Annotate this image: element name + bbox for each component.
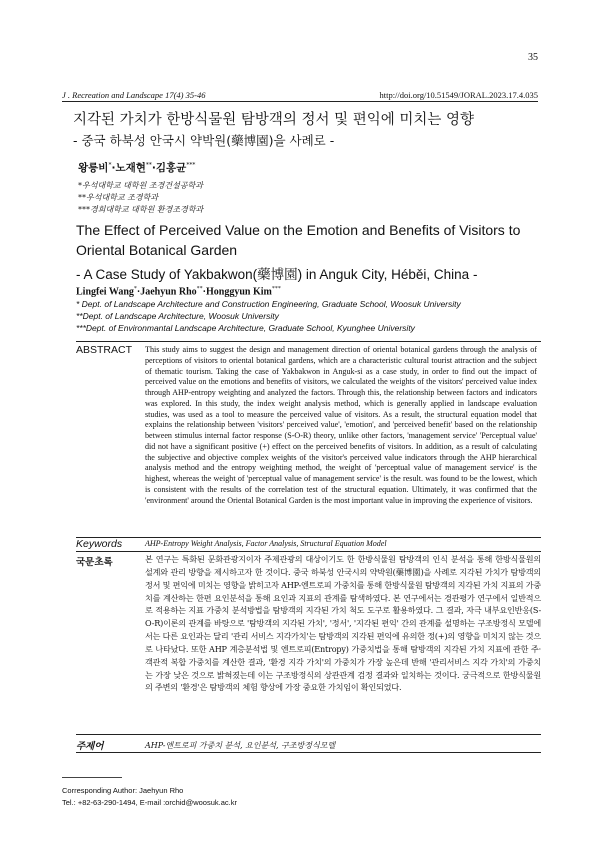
author-name: Honggyun Kim bbox=[205, 286, 272, 298]
keywords-label: Keywords bbox=[76, 538, 123, 550]
corresponding-author: Corresponding Author: Jaehyun Rho bbox=[62, 786, 184, 795]
korean-authors bbox=[78, 160, 195, 175]
author-mark: *** bbox=[186, 161, 196, 169]
korean-title: 지각된 가치가 한방식물원 탐방객의 정서 및 편익에 미치는 영향 bbox=[73, 112, 475, 128]
korean-keywords-text: AHP-엔트로피 가중치 분석, 요인분석, 구조방정식모델 bbox=[145, 741, 336, 750]
contact-info: Tel.: +82-63-290-1494, E-mail :orchid@woosuk.ac.kr bbox=[62, 798, 237, 807]
english-affiliation: ***Dept. of Environmantal Landscape Architecture, Graduate School, Kyunghee University bbox=[76, 323, 415, 333]
english-affiliation: **Dept. of Landscape Architecture, Woosuk University bbox=[76, 311, 279, 321]
abstract-label: ABSTRACT bbox=[76, 344, 133, 356]
english-affiliation: * Dept. of Landscape Architecture and Construction Engineering, Graduate School, Woosuk University bbox=[76, 299, 461, 309]
author-name: 왕릉비 bbox=[78, 162, 109, 174]
keywords-divider bbox=[76, 537, 541, 538]
author-separator: · bbox=[111, 162, 116, 174]
author-name: Jaehyun Rho bbox=[140, 286, 197, 298]
author-separator: · bbox=[136, 286, 141, 298]
author-mark: ** bbox=[145, 161, 152, 169]
korean-keywords-divider-bottom bbox=[76, 752, 541, 753]
header-divider bbox=[62, 101, 538, 102]
author-separator: · bbox=[202, 286, 206, 298]
korean-abstract-label: 국문초록 bbox=[76, 557, 113, 568]
korean-subtitle: - 중국 하북성 안국시 약박원(藥博園)을 사례로 - bbox=[73, 133, 335, 148]
author-mark: ** bbox=[196, 286, 203, 292]
author-name: 김홍균 bbox=[155, 162, 187, 174]
page-number: 35 bbox=[528, 52, 538, 63]
author-name: Lingfei Wang bbox=[76, 286, 134, 298]
doi-link[interactable]: http://doi.org/10.51549/JORAL.2023.17.4.035 bbox=[379, 90, 538, 100]
footnote-divider bbox=[62, 777, 122, 778]
journal-citation: J . Recreation and Landscape 17(4) 35-46 bbox=[62, 90, 206, 100]
author-mark: * bbox=[108, 161, 112, 169]
english-subtitle: - A Case Study of Yakbakwon(藥博園) in Anguk City, Héběi, China - bbox=[76, 267, 478, 282]
author-mark: *** bbox=[271, 286, 281, 292]
korean-affiliation: ***경희대학교 대학원 환경조경학과 bbox=[78, 205, 204, 214]
keywords-text: AHP-Entropy Weight Analysis, Factor Analysis, Structural Equation Model bbox=[145, 539, 387, 548]
abstract-divider bbox=[76, 341, 541, 342]
korean-keywords-divider bbox=[76, 734, 541, 735]
korean-affiliation: *우석대학교 대학원 조경건설공학과 bbox=[78, 181, 204, 190]
english-title: The Effect of Perceived Value on the Emotion and Benefits of Visitors to Oriental Botanical Garden bbox=[76, 222, 521, 258]
author-mark: * bbox=[133, 286, 137, 292]
korean-affiliation: **우석대학교 조경학과 bbox=[78, 193, 159, 202]
abstract-text: This study aims to suggest the design and management direction of oriental botanical gardens through the analysis of perceptions of visitors to oriental botanical gardens, which are a characteristic cultural tourist attraction and the subject of thematic tourism. Taking the case of Yakbakwon in Anguk-si as a case study, in order to find out the impact of perceived value on the emotions and benefits of visitors, we calculated the weights of the visitors' perceived value index through AHP-entropy weighting and analyzed the factors. Through this, the relationship between factors and indicators was explored. In this study, the index weight analysis method, which is generally applied in landscape evaluation studies, was used as a tool to measure the perceived value of visitors. As a result, the structural equation model that explains the relationship between 'visitors' perceived value', 'emotion', and 'perceived benefit' based on the relationship between stimulus internal factor response (S-O-R) theory, unlike other factors, 'management service' 'Perceptual value' did not have a significant positive (+) effect on the perceived benefits of visitors. In addition, as a result of calculating the subjective and objective complex weights of the visitor's perceived value indicators through the AHP hierarchical analysis method and the entropy weighting method, the weight of 'perceptual value of management service' is the highest, whereas the weight of 'perceptual value of management service' is the result. was found to be the lowest, which is consistent with the results of the correlation test of the structural equation. Ultimately, it was confirmed that the 'environment' around the Oriental Botanical Garden is the most important value in improving the experience of visitors. bbox=[145, 345, 537, 505]
english-authors bbox=[76, 286, 281, 297]
korean-keywords-label: 주제어 bbox=[76, 741, 104, 752]
author-separator: · bbox=[151, 162, 156, 174]
korean-abstract-text: 본 연구는 특화된 문화관광지이자 주제관광의 대상이기도 한 한방식물원 탐방객의 인식 분석을 통해 한방식물원의 설계와 관리 방향을 제시하고자 한 것이다. 중국 하북성 안국시의 약박원(藥博園)을 사례로 지각된 가치가 탐방객의 정서 및 편익에 미치는 영향을 밝히고자 AHP-엔트로피 가중치를 통해 한방식물원 탐방객의 지각된 가치 지표의 가중치를 계산하는 한편 요인분석을 통해 요인과 지표의 관계를 탐색하였다. 본 연구에서는 경관평가 연구에서 일반적으로 적용하는 지표 가중치 분석방법을 탐방객의 지각된 가치 척도 도구로 활용하였다. 그 결과, 자극 내부요인반응(S-O-R)이론의 관계를 바탕으로 '탐방객의 지각된 가치', '정서', '지각된 편익' 간의 관계를 설명하는 구조방정식 모델에서는 다른 요인과는 달리 '관리 서비스 지각가치'는 탐방객의 지각된 편익에 유의한 정(+)의 영향을 미치지 않는 것으로 나타났다. 또한 AHP 계층분석법 및 엔트로피(Entropy) 가중치법을 통해 탐방객의 지각된 가치 지표에 관한 주·객관적 복합 가중치를 계산한 결과, '환경 지각 가치'의 가중치가 가장 높은데 반해 '관리서비스 지각 가치'의 가중치는 가장 낮은 것으로 밝혀졌는데 이는 구조방정식의 상관관계 검정 결과와 일치하는 것이다. 궁극적으로 한방식물원의 주변의 '환경'은 탐방객의 체험 향상에 가장 중요한 가치임이 확인되었다. bbox=[145, 554, 541, 693]
keywords-divider-bottom bbox=[76, 551, 541, 552]
author-name: 노재현 bbox=[115, 162, 146, 174]
